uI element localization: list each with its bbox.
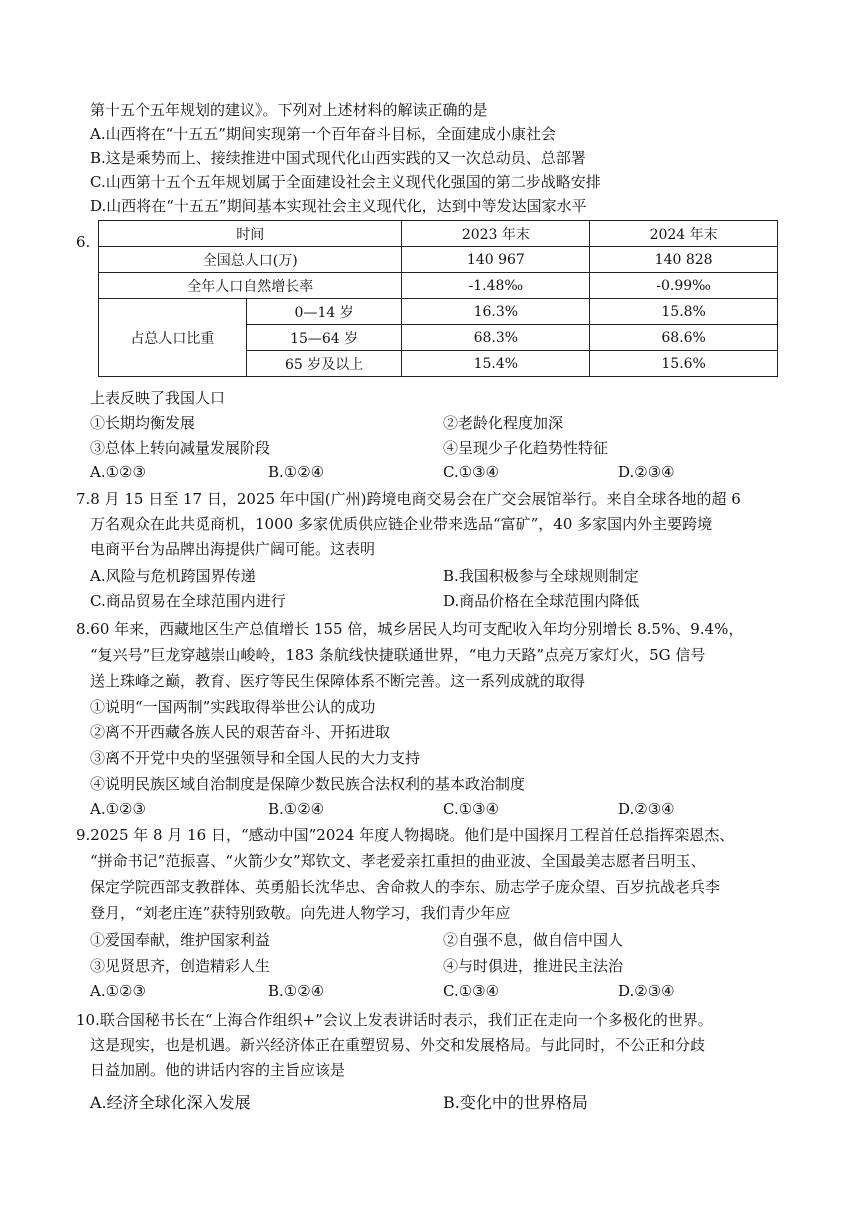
q10-stem-line-3: 日益加剧。他的讲话内容的主旨应该是 — [90, 1061, 346, 1079]
cell-2024: 15.8% — [590, 299, 778, 325]
table-row — [99, 247, 778, 273]
row-label: 全年人口自然增长率 — [99, 273, 402, 299]
q5-option-a: A.山西将在“十五五”期间实现第一个百年奋斗目标，全面建成小康社会 — [90, 125, 556, 143]
q5-stem: 第十五个五年规划的建议》。下列对上述材料的解读正确的是 — [90, 101, 488, 119]
row-label: 65 岁及以上 — [246, 351, 402, 377]
q7-stem-line-1: 7.8 月 15 日至 17 日，2025 年中国(广州)跨境电商交易会在广交会展馆举行。来自全球各地的超 6 — [76, 490, 741, 508]
q8-choice-c: C.①③④ — [443, 800, 500, 818]
q9-stem-line-2: “拼命书记”范振喜、“火箭少女”郑钦文、孝老爱亲扛重担的曲亚波、全国最美志愿者吕明玉、 — [90, 852, 706, 870]
q8-stem-line-2: “复兴号”巨龙穿越崇山峻岭，183 条航线快捷联通世界，“电力天路”点亮万家灯火，5G 信号 — [90, 646, 706, 664]
q9-stem-line-4: 登月，“刘老庄连”获特别致敬。向先进人物学习，我们青少年应 — [90, 904, 511, 922]
row-label: 0—14 岁 — [246, 299, 402, 325]
header-time: 时间 — [99, 221, 402, 247]
q7-stem-line-3: 电商平台为品牌出海提供广阔可能。这表明 — [90, 540, 376, 558]
q7-option-b: B.我国积极参与全球规则制定 — [443, 567, 639, 585]
q9-choice-a: A.①②③ — [90, 982, 146, 1000]
cell-2023: -1.48‰ — [402, 273, 590, 299]
q10-option-a: A.经济全球化深入发展 — [90, 1093, 251, 1112]
q7-stem-line-2: 万名观众在此共觅商机，1000 多家优质供应链企业带来选品“富矿”，40 多家国内外主要跨境 — [90, 515, 713, 533]
header-2024: 2024 年末 — [590, 221, 778, 247]
q8-item-1: ①说明“一国两制”实践取得举世公认的成功 — [90, 698, 376, 716]
cell-2023: 16.3% — [402, 299, 590, 325]
q9-item-3: ③见贤思齐，创造精彩人生 — [90, 957, 271, 975]
q5-option-c: C.山西第十五个五年规划属于全面建设社会主义现代化强国的第二步战略安排 — [90, 173, 601, 191]
table-row — [99, 299, 778, 325]
q9-item-2: ②自强不息，做自信中国人 — [443, 931, 624, 949]
q6-choice-c: C.①③④ — [443, 463, 500, 481]
q8-choice-b: B.①②④ — [268, 800, 325, 818]
q8-choice-a: A.①②③ — [90, 800, 146, 818]
q7-option-a: A.风险与危机跨国界传递 — [90, 567, 256, 585]
cell-2024: 140 828 — [590, 247, 778, 273]
population-table — [98, 220, 778, 377]
row-label: 全国总人口(万) — [99, 247, 402, 273]
q5-option-d: D.山西将在“十五五”期间基本实现社会主义现代化，达到中等发达国家水平 — [90, 197, 587, 215]
q6-choice-d: D.②③④ — [618, 463, 675, 481]
cell-2023: 140 967 — [402, 247, 590, 273]
q9-choice-c: C.①③④ — [443, 982, 500, 1000]
q8-choice-d: D.②③④ — [618, 800, 675, 818]
q8-item-4: ④说明民族区域自治制度是保障少数民族合法权利的基本政治制度 — [90, 775, 526, 793]
q8-item-3: ③离不开党中央的坚强领导和全国人民的大力支持 — [90, 749, 421, 767]
q6-choice-a: A.①②③ — [90, 463, 146, 481]
cell-2023: 15.4% — [402, 351, 590, 377]
q6-stem: 上表反映了我国人口 — [90, 389, 226, 407]
q5-option-b: B.这是乘势而上、接续推进中国式现代化山西实践的又一次总动员、总部署 — [90, 149, 586, 167]
q8-stem-line-3: 送上珠峰之巅，教育、医疗等民生保障体系不断完善。这一系列成就的取得 — [90, 672, 586, 690]
q7-option-d: D.商品价格在全球范围内降低 — [443, 592, 640, 610]
q6-item-2: ②老龄化程度加深 — [443, 414, 564, 432]
q7-option-c: C.商品贸易在全球范围内进行 — [90, 592, 286, 610]
cell-2023: 68.3% — [402, 325, 590, 351]
q6-choice-b: B.①②④ — [268, 463, 325, 481]
q10-option-b: B.变化中的世界格局 — [443, 1093, 588, 1112]
cell-2024: -0.99‰ — [590, 273, 778, 299]
q6-item-3: ③总体上转向减量发展阶段 — [90, 439, 271, 457]
cell-2024: 68.6% — [590, 325, 778, 351]
q9-choice-b: B.①②④ — [268, 982, 325, 1000]
table-header-row — [99, 221, 778, 247]
q9-stem-line-3: 保定学院西部支教群体、英勇船长沈华忠、舍命救人的李东、励志学子庞众望、百岁抗战老兵李 — [90, 878, 721, 896]
row-label: 15—64 岁 — [246, 325, 402, 351]
q9-choice-d: D.②③④ — [618, 982, 675, 1000]
q8-stem-line-1: 8.60 年来，西藏地区生产总值增长 155 倍，城乡居民人均可支配收入年均分别增长 8.5%、9.4%， — [76, 620, 744, 638]
q6-number: 6. — [76, 233, 91, 251]
q6-item-1: ①长期均衡发展 — [90, 414, 196, 432]
table-row — [99, 273, 778, 299]
q9-item-4: ④与时俱进，推进民主法治 — [443, 957, 624, 975]
group-label: 占总人口比重 — [99, 299, 247, 377]
q10-stem-line-2: 这是现实，也是机遇。新兴经济体正在重塑贸易、外交和发展格局。与此同时，不公正和分歧 — [90, 1036, 706, 1054]
q8-item-2: ②离不开西藏各族人民的艰苦奋斗、开拓进取 — [90, 723, 391, 741]
header-2023: 2023 年末 — [402, 221, 590, 247]
q10-stem-line-1: 10.联合国秘书长在“上海合作组织+”会议上发表讲话时表示，我们正在走向一个多极化的世界。 — [76, 1011, 713, 1029]
q6-item-4: ④呈现少子化趋势性特征 — [443, 439, 609, 457]
q9-item-1: ①爱国奉献，维护国家利益 — [90, 931, 271, 949]
q9-stem-line-1: 9.2025 年 8 月 16 日，“感动中国”2024 年度人物揭晓。他们是中国探月工程首任总指挥栾恩杰、 — [76, 826, 735, 844]
cell-2024: 15.6% — [590, 351, 778, 377]
